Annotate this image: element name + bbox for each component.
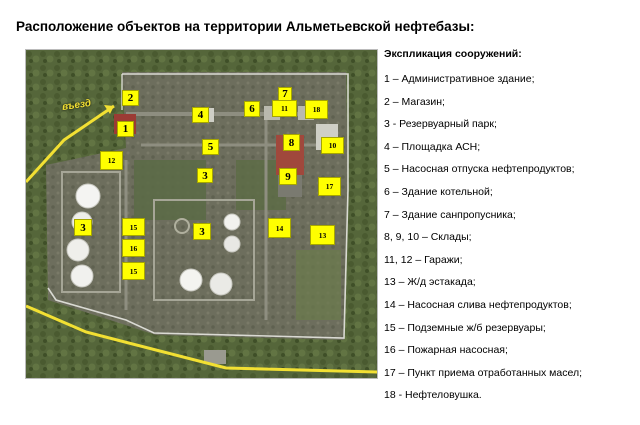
marker-11[interactable]: 11 bbox=[272, 100, 297, 117]
legend-item-8-9-10: 8, 9, 10 – Склады; bbox=[384, 231, 472, 244]
marker-12[interactable]: 12 bbox=[100, 151, 123, 170]
marker-16[interactable]: 16 bbox=[122, 239, 145, 257]
legend-item-3: 3 - Резервуарный парк; bbox=[384, 118, 497, 131]
legend-item-2: 2 – Магазин; bbox=[384, 95, 445, 108]
legend-item-4: 4 – Площадка АСН; bbox=[384, 140, 481, 153]
legend-item-18: 18 - Нефтеловушка. bbox=[384, 389, 482, 402]
page-title: Расположение объектов на территории Альметьевской нефтебазы: bbox=[16, 19, 475, 34]
legend-item-15: 15 – Подземные ж/б резервуары; bbox=[384, 321, 546, 334]
marker-14[interactable]: 14 bbox=[268, 218, 291, 238]
marker-8[interactable]: 8 bbox=[283, 134, 300, 151]
marker-18[interactable]: 18 bbox=[305, 100, 328, 119]
marker-3-top[interactable]: 3 bbox=[197, 168, 213, 183]
marker-3-center[interactable]: 3 bbox=[193, 223, 211, 240]
marker-13[interactable]: 13 bbox=[310, 225, 335, 245]
marker-2[interactable]: 2 bbox=[122, 90, 139, 106]
legend-list bbox=[384, 68, 636, 407]
marker-4[interactable]: 4 bbox=[192, 107, 209, 123]
marker-15-top[interactable]: 15 bbox=[122, 218, 145, 236]
marker-10[interactable]: 10 bbox=[321, 137, 344, 154]
satellite-map[interactable] bbox=[25, 49, 378, 379]
marker-7[interactable]: 7 bbox=[278, 87, 292, 101]
legend-item-11-12: 11, 12 – Гаражи; bbox=[384, 253, 463, 266]
marker-6[interactable]: 6 bbox=[244, 101, 260, 117]
legend-item-6: 6 – Здание котельной; bbox=[384, 185, 493, 198]
marker-3-left[interactable]: 3 bbox=[74, 219, 92, 236]
legend-item-5: 5 – Насосная отпуска нефтепродуктов; bbox=[384, 163, 575, 176]
legend-item-13: 13 – Ж/д эстакада; bbox=[384, 276, 476, 289]
legend-item-7: 7 – Здание санпропусника; bbox=[384, 208, 516, 221]
marker-9[interactable]: 9 bbox=[279, 168, 297, 185]
marker-15-bottom[interactable]: 15 bbox=[122, 262, 145, 280]
entrance-label: въезд bbox=[61, 98, 92, 113]
legend-item-1: 1 – Административное здание; bbox=[384, 73, 535, 85]
legend-item-17: 17 – Пункт приема отработанных масел; bbox=[384, 366, 582, 379]
legend-panel bbox=[384, 48, 636, 407]
legend-item-16: 16 – Пожарная насосная; bbox=[384, 344, 508, 357]
legend-item-14: 14 – Насосная слива нефтепродуктов; bbox=[384, 298, 572, 311]
marker-1[interactable]: 1 bbox=[117, 121, 134, 137]
legend-title: Экспликация сооружений: bbox=[384, 48, 522, 60]
marker-17[interactable]: 17 bbox=[318, 177, 341, 196]
marker-5[interactable]: 5 bbox=[202, 139, 219, 155]
